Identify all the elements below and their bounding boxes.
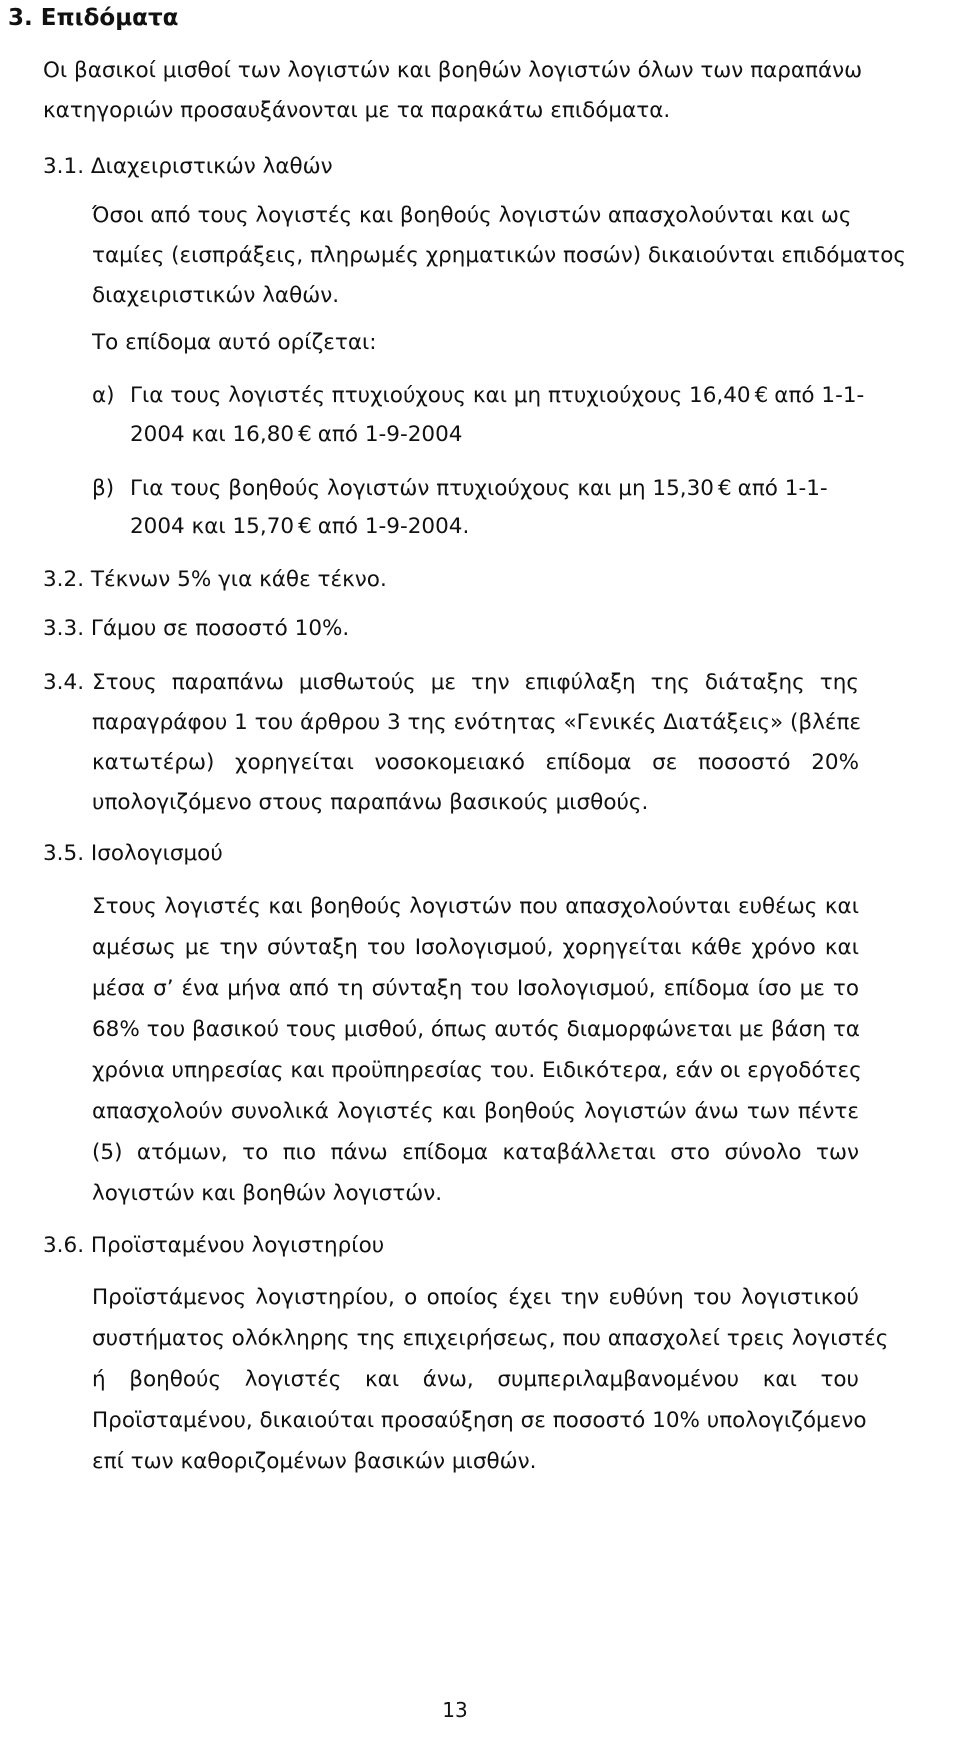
list-item-text: από 1-1-: [774, 383, 865, 408]
list-item-text: 2004 και 16,80: [130, 422, 295, 447]
justified-text: κατωτέρω) χορηγείται νοσοκομειακό επίδομα σε ποσοστό 20%: [92, 750, 859, 775]
euro-icon: €: [298, 422, 312, 447]
paragraph-line-justified: [92, 708, 862, 738]
euro-icon: €: [754, 383, 769, 408]
list-item-text: από 1-9-2004.: [317, 514, 470, 539]
paragraph-line: διαχειριστικών λαθών.: [92, 283, 340, 308]
subsection-number-3-4: 3.4.: [43, 670, 85, 695]
paragraph-line-justified: [92, 748, 859, 778]
list-marker: α): [92, 383, 115, 408]
paragraph-line-justified: [92, 933, 859, 963]
list-item-text: από 1-1-: [737, 476, 828, 501]
paragraph-line-justified: [92, 892, 859, 922]
subsection-heading-3-1: 3.1. Διαχειριστικών λαθών: [43, 154, 333, 179]
list-item-b-cont: [130, 512, 469, 542]
justified-text: Στους λογιστές και βοηθούς λογιστών που απασχολούνται ευθέως και: [92, 894, 859, 919]
paragraph-line: υπολογιζόμενο στους παραπάνω βασικούς μισθούς.: [92, 790, 649, 815]
justified-text: Προϊστάμενος λογιστηρίου, ο οποίος έχει την ευθύνη του λογιστικού: [92, 1285, 859, 1310]
justified-text: (5) ατόμων, το πιο πάνω επίδομα καταβάλλεται στο σύνολο των: [92, 1140, 859, 1165]
intro-line: Οι βασικοί μισθοί των λογιστών και βοηθών λογιστών όλων των παραπάνω: [43, 58, 863, 83]
paragraph-line-justified: [92, 668, 859, 698]
list-item-a-cont: [130, 420, 462, 450]
paragraph-line-justified: [92, 1097, 859, 1127]
paragraph-line-justified: [92, 1406, 867, 1436]
paragraph-line-justified: [92, 1138, 859, 1168]
subsection-3-2: 3.2. Τέκνων 5% για κάθε τέκνο.: [43, 567, 387, 592]
justified-text: αμέσως με την σύνταξη του Ισολογισμού, χορηγείται κάθε χρόνο και: [92, 935, 859, 960]
list-item-b: [92, 474, 828, 504]
section-title: 3. Επιδόματα: [8, 5, 179, 31]
list-item-text: από 1-9-2004: [317, 422, 463, 447]
paragraph-line: ταμίες (εισπράξεις, πληρωμές χρηματικών ποσών) δικαιούνται επιδόματος: [92, 243, 907, 268]
paragraph-line-justified: [92, 1056, 862, 1086]
list-item-text: 2004 και 15,70: [130, 514, 295, 539]
justified-text: απασχολούν συνολικά λογιστές και βοηθούς λογιστών άνω των πέντε: [92, 1099, 859, 1124]
paragraph-line-justified: [92, 974, 859, 1004]
justified-text: παραγράφου 1 του άρθρου 3 της ενότητας «Γενικές Διατάξεις» (βλέπε: [92, 710, 862, 735]
paragraph-line: Το επίδομα αυτό ορίζεται:: [92, 330, 377, 355]
subsection-3-3: 3.3. Γάμου σε ποσοστό 10%.: [43, 616, 350, 641]
list-item-text: Για τους λογιστές πτυχιούχους και μη πτυχιούχους 16,40: [130, 383, 751, 408]
euro-icon: €: [717, 476, 732, 501]
paragraph-line: λογιστών και βοηθών λογιστών.: [92, 1181, 443, 1206]
justified-text: Προϊσταμένου, δικαιούται προσαύξηση σε ποσοστό 10% υπολογιζόμενο: [92, 1408, 867, 1433]
justified-text: συστήματος ολόκληρης της επιχειρήσεως, που απασχολεί τρεις λογιστές: [92, 1326, 889, 1351]
justified-text: 68% του βασικού τους μισθού, όπως αυτός διαμορφώνεται με βάση τα: [92, 1017, 860, 1042]
paragraph-line-justified: [92, 1365, 859, 1395]
justified-text: μέσα σ’ ένα μήνα από τη σύνταξη του Ισολογισμού, επίδομα ίσο με το: [92, 976, 859, 1001]
page-number: 13: [442, 1698, 468, 1722]
paragraph-line: επί των καθοριζομένων βασικών μισθών.: [92, 1449, 537, 1474]
justified-text: χρόνια υπηρεσίας και προϋπηρεσίας του. Ειδικότερα, εάν οι εργοδότες: [92, 1058, 862, 1083]
subsection-heading-3-5: 3.5. Ισολογισμού: [43, 841, 223, 866]
list-item-text: Για τους βοηθούς λογιστών πτυχιούχους και μη 15,30: [130, 476, 714, 501]
subsection-heading-3-6: 3.6. Προϊσταμένου λογιστηρίου: [43, 1233, 385, 1258]
euro-icon: €: [298, 514, 312, 539]
paragraph-line: Όσοι από τους λογιστές και βοηθούς λογιστών απασχολούνται και ως: [92, 203, 852, 228]
paragraph-line-justified: [92, 1324, 889, 1354]
justified-text: Στους παραπάνω μισθωτούς με την επιφύλαξη της διάταξης της: [92, 670, 859, 695]
justified-text: ή βοηθούς λογιστές και άνω, συμπεριλαμβανομένου και του: [92, 1367, 859, 1392]
list-marker: β): [92, 476, 115, 501]
list-item-a: [92, 381, 864, 411]
intro-line: κατηγοριών προσαυξάνονται με τα παρακάτω επιδόματα.: [43, 98, 671, 123]
paragraph-line-justified: [92, 1283, 859, 1313]
paragraph-line-justified: [92, 1015, 859, 1045]
